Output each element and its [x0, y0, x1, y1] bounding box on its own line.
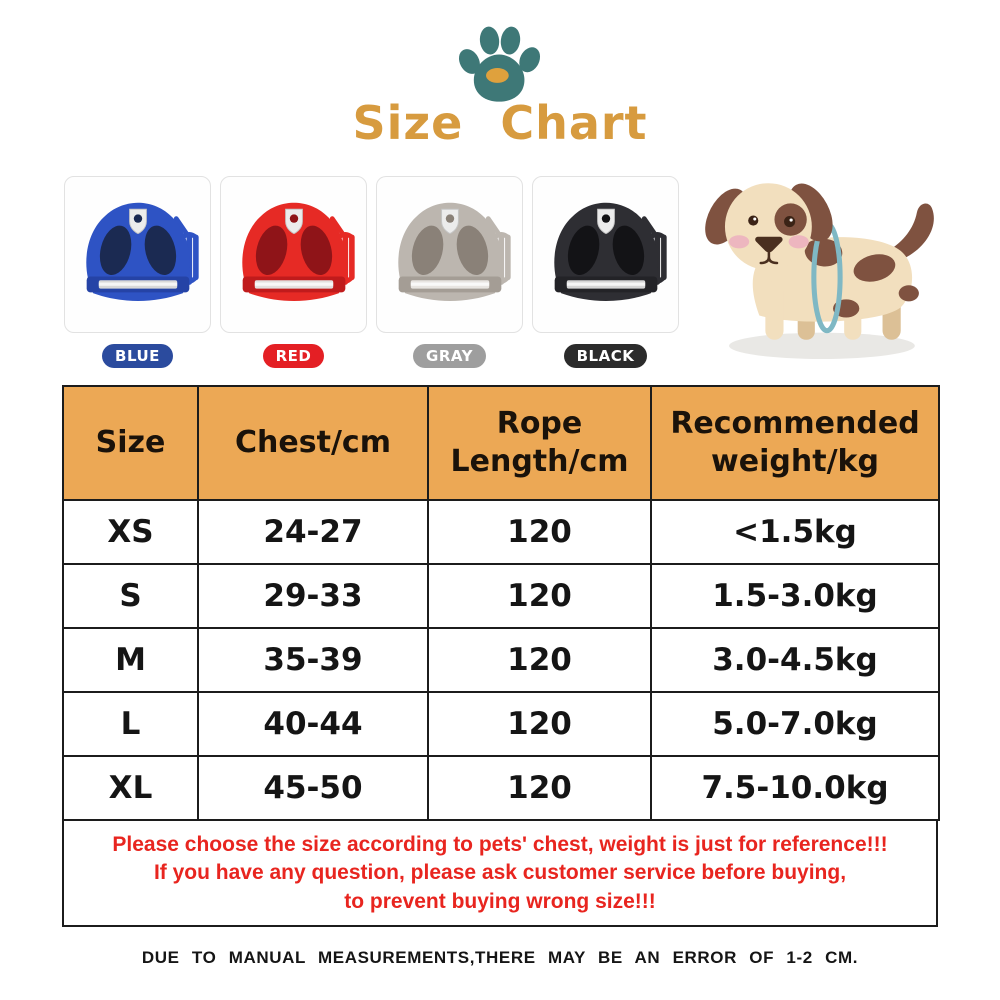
size-table-block [62, 385, 938, 927]
color-label-gray: GRAY [413, 344, 486, 368]
badge-emblem [445, 214, 453, 222]
color-label-blue: BLUE [102, 344, 173, 368]
harness-image [536, 185, 676, 325]
table-cell: M [63, 628, 198, 692]
table-cell: 40-44 [198, 692, 428, 756]
table-row [63, 692, 939, 756]
dog-leg [765, 281, 783, 340]
badge-emblem [289, 214, 297, 222]
table-header-row [63, 386, 939, 500]
table-cell: 45-50 [198, 756, 428, 820]
measurement-disclaimer: DUE TO MANUAL MEASUREMENTS,THERE MAY BE AN ERROR OF 1-2 CM. [141, 948, 859, 967]
table-cell: 7.5-10.0kg [651, 756, 939, 820]
size-table-body [63, 500, 939, 820]
harness-photo-black [532, 176, 679, 333]
header-size: Size [63, 386, 198, 500]
reflective-highlight [566, 282, 644, 285]
table-cell: XL [63, 756, 198, 820]
badge-emblem [133, 214, 141, 222]
table-cell: 24-27 [198, 500, 428, 564]
table-cell: 120 [428, 628, 651, 692]
badge-emblem [601, 214, 609, 222]
harness-photo-red [220, 176, 367, 333]
reflective-highlight [410, 282, 488, 285]
harness-image [68, 185, 208, 325]
warning-line: to prevent buying wrong size!!! [344, 889, 656, 913]
table-cell: XS [63, 500, 198, 564]
reflective-highlight [98, 282, 176, 285]
table-cell: 3.0-4.5kg [651, 628, 939, 692]
product-card-red [220, 176, 367, 368]
header-recommended-weight: Recommended weight/kg [651, 386, 939, 500]
table-cell: 5.0-7.0kg [651, 692, 939, 756]
table-cell: 1.5-3.0kg [651, 564, 939, 628]
table-row [63, 500, 939, 564]
product-card-blue [64, 176, 211, 368]
page-title: Size Chart [352, 96, 648, 150]
dog-eye [784, 216, 795, 227]
table-cell: 120 [428, 500, 651, 564]
dog-eye [748, 216, 758, 226]
warning-line: Please choose the size according to pets' chest, weight is just for reference!!! [112, 833, 888, 857]
table-cell: <1.5kg [651, 500, 939, 564]
table-cell: 35-39 [198, 628, 428, 692]
dog-spot [899, 285, 919, 301]
table-row [63, 756, 939, 820]
table-cell: 120 [428, 756, 651, 820]
dog-cheek [729, 235, 749, 248]
table-row [63, 628, 939, 692]
warning-line: If you have any question, please ask customer service before buying, [153, 861, 847, 885]
table-cell: 120 [428, 564, 651, 628]
harness-image [224, 185, 364, 325]
table-cell: L [63, 692, 198, 756]
color-label-black: BLACK [564, 344, 648, 368]
product-card-black [532, 176, 679, 368]
dog-illustration [692, 164, 966, 364]
color-label-red: RED [263, 344, 325, 368]
harness-image [380, 185, 520, 325]
header-rope-length: Rope Length/cm [428, 386, 651, 500]
table-row [63, 564, 939, 628]
product-color-row [64, 176, 679, 368]
table-cell: 120 [428, 692, 651, 756]
table-cell: 29-33 [198, 564, 428, 628]
harness-photo-blue [64, 176, 211, 333]
size-table [62, 385, 940, 821]
harness-photo-gray [376, 176, 523, 333]
table-cell: S [63, 564, 198, 628]
product-card-gray [376, 176, 523, 368]
warning-note [62, 819, 938, 927]
reflective-highlight [254, 282, 332, 285]
dog-cheek [789, 235, 809, 248]
header-chest: Chest/cm [198, 386, 428, 500]
